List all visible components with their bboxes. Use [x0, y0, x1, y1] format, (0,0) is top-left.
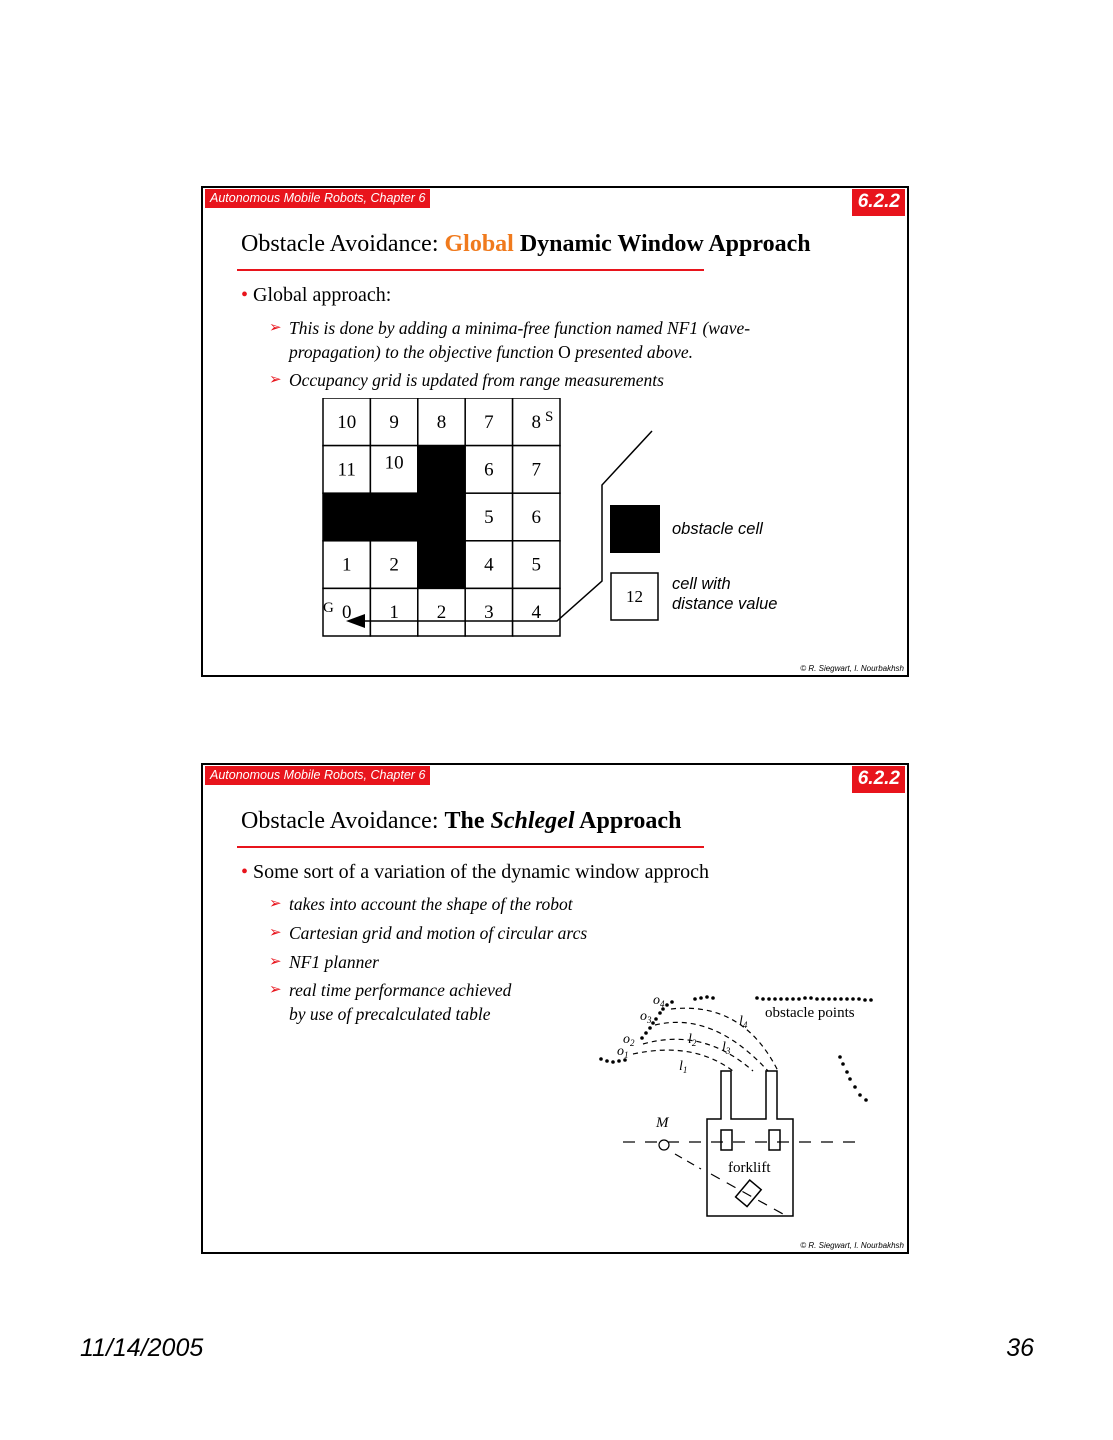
- cell-distance-value: 10: [337, 411, 357, 433]
- cell-distance-value: 7: [531, 459, 542, 481]
- cell-distance-value: 0: [341, 602, 352, 624]
- arrow-bullet-icon: ➢: [269, 320, 282, 336]
- cell-distance-value: 5: [484, 507, 494, 528]
- copyright: © R. Siegwart, I. Nourbakhsh: [800, 664, 904, 673]
- cell-distance-value: 9: [389, 411, 399, 433]
- title-underline: [237, 846, 704, 848]
- o2-label: o: [623, 1032, 630, 1047]
- copyright: © R. Siegwart, I. Nourbakhsh: [800, 1241, 904, 1250]
- forklift-diagram: [593, 989, 883, 1224]
- main-bullet-text: Some sort of a variation of the dynamic window approch: [253, 861, 710, 883]
- o3-label: o: [640, 1009, 647, 1024]
- svg-text:o4: [653, 993, 665, 1009]
- footer-date: 11/14/2005: [80, 1334, 204, 1362]
- o1-subscript: 1: [624, 1050, 629, 1060]
- o2-subscript: 2: [630, 1038, 635, 1048]
- l2-label: l: [688, 1032, 692, 1047]
- chapter-header: Autonomous Mobile Robots, Chapter 6: [205, 766, 430, 785]
- title-rest: Dynamic Window Approach: [513, 231, 811, 257]
- svg-text:l2: [688, 1032, 697, 1048]
- main-bullet: • Some sort of a variation of the dynamic window approch: [241, 861, 710, 883]
- nf1-grid-figure: [319, 398, 819, 648]
- slide-title: [241, 231, 811, 258]
- legend-distance-value: 12: [626, 587, 643, 606]
- cell-distance-value: 6: [531, 507, 542, 528]
- arrow-bullet-icon: ➢: [269, 896, 282, 912]
- cell-distance-value: 4: [484, 554, 494, 576]
- title-highlight: Global: [444, 231, 514, 257]
- legend-distance-label-line2: distance value: [672, 595, 778, 613]
- center-point-M: [659, 1140, 669, 1150]
- page-number: 36: [1006, 1334, 1034, 1362]
- sub-bullet: [269, 978, 511, 1026]
- section-number: 6.2.2: [852, 766, 905, 793]
- l3-label: l: [722, 1040, 726, 1055]
- section-number: 6.2.2: [852, 189, 905, 216]
- legend-obstacle-swatch: [610, 505, 660, 553]
- l4-subscript: 4: [742, 1020, 748, 1030]
- arrow-bullet-icon: ➢: [269, 982, 282, 998]
- l1-label: l: [679, 1059, 683, 1074]
- cell-distance-value: 8: [531, 411, 542, 433]
- cell-distance-value: 2: [389, 554, 399, 576]
- slide-global-dwa: [201, 186, 909, 677]
- title-underline: [237, 269, 704, 271]
- svg-text:o3: [640, 1009, 652, 1025]
- sub-bullet-text: Cartesian grid and motion of circular arcs: [289, 923, 588, 943]
- o4-label: o: [653, 993, 660, 1008]
- l4-label: l: [739, 1014, 743, 1029]
- candidate-arcs: [633, 1008, 778, 1071]
- l3-subscript: 3: [725, 1046, 731, 1056]
- slide-title: [241, 808, 681, 835]
- sub-bullet-text: real time performance achieved: [289, 980, 512, 1000]
- goal-label: G: [323, 600, 334, 616]
- cell-distance-value: 2: [436, 602, 447, 624]
- svg-text:l3: [722, 1040, 731, 1056]
- obstacle-cell: [418, 493, 465, 541]
- rotation-axis: [675, 1154, 701, 1169]
- cell-distance-value: 4: [531, 602, 542, 624]
- arrow-bullet-icon: ➢: [269, 925, 282, 941]
- legend-distance-label-line1: cell with: [672, 575, 731, 593]
- cell-distance-value: 1: [341, 554, 352, 576]
- arrow-bullet-icon: ➢: [269, 954, 282, 970]
- svg-text:o2: [623, 1032, 635, 1048]
- sub-bullet-text: by use of precalculated table: [289, 1004, 491, 1024]
- cell-distance-value: 7: [484, 411, 494, 433]
- slide-schlegel-approach: [201, 763, 909, 1254]
- chapter-header: Autonomous Mobile Robots, Chapter 6: [205, 189, 430, 208]
- arrow-bullet-icon: ➢: [269, 372, 282, 388]
- sub-bullet-text: NF1 planner: [289, 952, 379, 972]
- cell-distance-value: 6: [484, 459, 494, 481]
- cell-distance-value: 10: [384, 452, 404, 474]
- o3-subscript: 3: [647, 1015, 652, 1025]
- o4-subscript: 4: [660, 999, 665, 1009]
- sub-bullet-text: Occupancy grid is updated from range measurements: [289, 370, 664, 390]
- legend-obstacle-label: obstacle cell: [672, 520, 763, 538]
- svg-text:l1: [679, 1059, 687, 1075]
- cell-distance-value: 8: [436, 411, 447, 433]
- obstacle-cell: [323, 493, 370, 541]
- obstacle-cell: [418, 541, 465, 589]
- sub-bullet: [269, 921, 587, 945]
- objective-symbol: O: [558, 342, 571, 362]
- sub-bullet: [269, 368, 829, 392]
- start-label: S: [545, 409, 554, 425]
- sub-bullet: [269, 950, 379, 974]
- cell-distance-value: 5: [531, 554, 542, 576]
- cell-distance-value: 11: [337, 459, 356, 481]
- title-italic: Schlegel: [490, 808, 575, 834]
- main-bullet: • Global approach:: [241, 284, 392, 306]
- l2-subscript: 2: [691, 1038, 697, 1048]
- sub-bullet-text: takes into account the shape of the robot: [289, 894, 573, 914]
- o1-label: o: [617, 1044, 624, 1059]
- sub-bullet: [269, 316, 829, 364]
- title-rest: Approach: [574, 808, 682, 834]
- main-bullet-text: Global approach:: [253, 284, 392, 306]
- title-prefix: Obstacle Avoidance:: [241, 231, 445, 257]
- sub-bullet-text: This is done by adding a minima-free function named NF1 (wave-propagation) to the objective function: [289, 318, 751, 362]
- M-label: M: [656, 1115, 669, 1131]
- svg-text:l4: [739, 1014, 748, 1030]
- cell-distance-value: 3: [484, 602, 494, 624]
- sub-bullet-text: presented above.: [570, 342, 694, 362]
- cell-distance-value: 1: [389, 602, 399, 624]
- rotation-axis: [711, 1174, 783, 1214]
- forklift-label: forklift: [728, 1160, 771, 1176]
- title-prefix: Obstacle Avoidance:: [241, 808, 445, 834]
- obstacle-cell: [418, 446, 465, 494]
- obstacle-cell: [370, 493, 417, 541]
- title-the: The: [444, 808, 491, 834]
- obstacle-points-label: obstacle points: [765, 1005, 855, 1021]
- forklift-body: [707, 1071, 793, 1216]
- l1-subscript: 1: [682, 1065, 688, 1075]
- sub-bullet: [269, 892, 573, 916]
- occupancy-grid: [323, 398, 560, 636]
